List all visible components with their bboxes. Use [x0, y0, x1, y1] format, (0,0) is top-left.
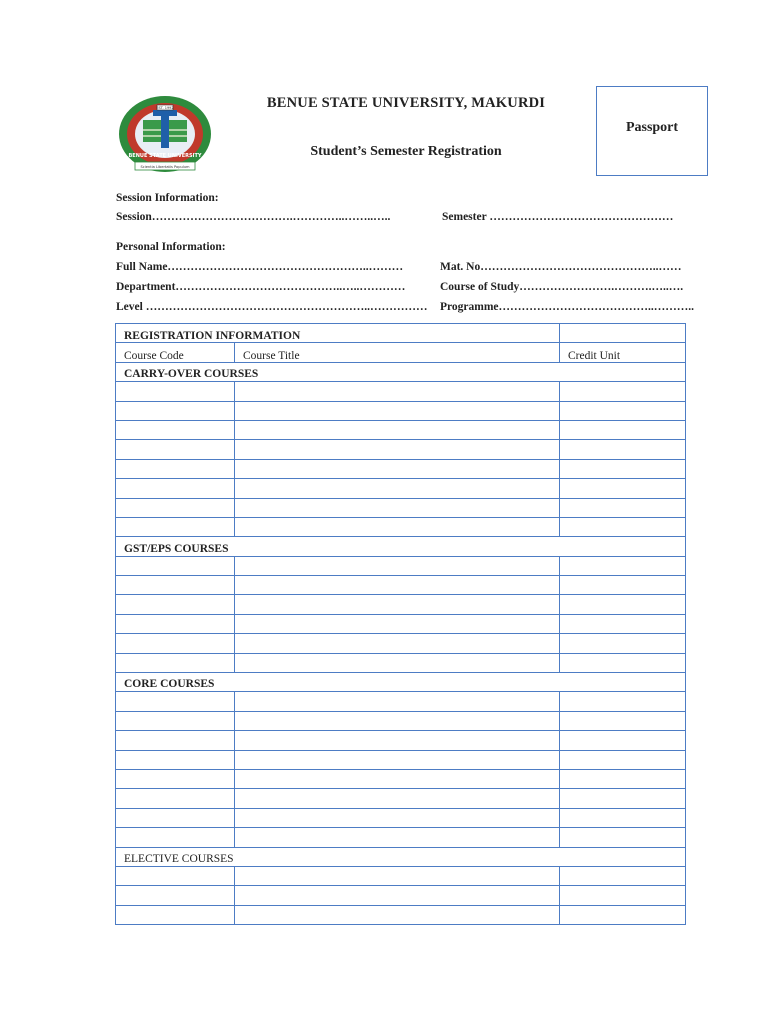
department-field: Department……………………………………..…..………… — [116, 281, 406, 293]
course-title-cell[interactable] — [235, 866, 560, 885]
course-code-cell[interactable] — [116, 866, 235, 885]
passport-box — [596, 86, 708, 176]
course-title-cell[interactable] — [235, 634, 560, 653]
course-code-cell[interactable] — [116, 711, 235, 730]
credit-unit-cell[interactable] — [560, 576, 686, 595]
course-of-study-field: Course of Study…………………….……….…..…. — [440, 281, 684, 293]
column-header-course-title: Course Title — [235, 343, 560, 362]
table-row — [116, 595, 686, 614]
course-title-cell[interactable] — [235, 886, 560, 905]
course-code-cell[interactable] — [116, 420, 235, 439]
course-code-cell[interactable] — [116, 692, 235, 711]
session-field: Session……………………………….…………..……..….. — [116, 211, 391, 223]
section-row — [116, 673, 686, 692]
course-title-cell[interactable] — [235, 905, 560, 924]
table-row — [116, 828, 686, 847]
section-label: CARRY-OVER COURSES — [116, 362, 686, 381]
table-row — [116, 634, 686, 653]
credit-unit-cell[interactable] — [560, 498, 686, 517]
table-header-row — [116, 343, 686, 362]
credit-unit-cell[interactable] — [560, 420, 686, 439]
course-title-cell[interactable] — [235, 576, 560, 595]
table-row — [116, 498, 686, 517]
logo-year: EST. 1992 — [156, 106, 174, 110]
university-logo — [117, 94, 213, 174]
course-code-cell[interactable] — [116, 653, 235, 672]
table-row — [116, 789, 686, 808]
credit-unit-cell[interactable] — [560, 692, 686, 711]
section-row — [116, 362, 686, 381]
course-code-cell[interactable] — [116, 731, 235, 750]
course-code-cell[interactable] — [116, 576, 235, 595]
table-row — [116, 614, 686, 633]
credit-unit-cell[interactable] — [560, 789, 686, 808]
credit-unit-cell[interactable] — [560, 517, 686, 536]
semester-field: Semester ………………………………………… — [442, 211, 674, 223]
course-title-cell[interactable] — [235, 731, 560, 750]
table-row — [116, 420, 686, 439]
table-row — [116, 750, 686, 769]
session-info-heading: Session Information: — [116, 192, 219, 204]
course-code-cell[interactable] — [116, 886, 235, 905]
table-row — [116, 382, 686, 401]
course-title-cell[interactable] — [235, 750, 560, 769]
credit-unit-cell[interactable] — [560, 459, 686, 478]
section-label: GST/EPS COURSES — [116, 537, 686, 556]
section-label: CORE COURSES — [116, 673, 686, 692]
credit-unit-cell[interactable] — [560, 866, 686, 885]
course-code-cell[interactable] — [116, 750, 235, 769]
credit-unit-cell[interactable] — [560, 595, 686, 614]
section-row — [116, 847, 686, 866]
mat-no-field: Mat. No………………………………………..…… — [440, 261, 682, 273]
course-code-cell[interactable] — [116, 905, 235, 924]
credit-unit-cell[interactable] — [560, 382, 686, 401]
course-code-cell[interactable] — [116, 556, 235, 575]
table-row — [116, 866, 686, 885]
course-title-cell[interactable] — [235, 479, 560, 498]
course-title-cell[interactable] — [235, 595, 560, 614]
table-row — [116, 731, 686, 750]
table-row — [116, 401, 686, 420]
level-field: Level …………………………………………………..…………… — [116, 301, 428, 313]
credit-unit-cell[interactable] — [560, 634, 686, 653]
credit-unit-cell[interactable] — [560, 711, 686, 730]
empty-cell — [560, 324, 686, 343]
credit-unit-cell[interactable] — [560, 808, 686, 827]
column-header-course-code: Course Code — [116, 343, 235, 362]
course-title-cell[interactable] — [235, 517, 560, 536]
section-row — [116, 537, 686, 556]
course-code-cell[interactable] — [116, 808, 235, 827]
course-code-cell[interactable] — [116, 479, 235, 498]
course-code-cell[interactable] — [116, 382, 235, 401]
course-code-cell[interactable] — [116, 634, 235, 653]
course-title-cell[interactable] — [235, 808, 560, 827]
section-label: ELECTIVE COURSES — [116, 847, 686, 866]
full-name-field: Full Name……………………………………………..……… — [116, 261, 404, 273]
table-row — [116, 692, 686, 711]
course-title-cell[interactable] — [235, 614, 560, 633]
course-title-cell[interactable] — [235, 440, 560, 459]
credit-unit-cell[interactable] — [560, 769, 686, 788]
table-row — [116, 769, 686, 788]
credit-unit-cell[interactable] — [560, 886, 686, 905]
course-title-cell[interactable] — [235, 498, 560, 517]
course-code-cell[interactable] — [116, 614, 235, 633]
form-title: Student’s Semester Registration — [310, 144, 502, 159]
course-code-cell[interactable] — [116, 459, 235, 478]
table-row — [116, 711, 686, 730]
credit-unit-cell[interactable] — [560, 828, 686, 847]
credit-unit-cell[interactable] — [560, 750, 686, 769]
course-title-cell[interactable] — [235, 401, 560, 420]
course-code-cell[interactable] — [116, 517, 235, 536]
table-title-row — [116, 324, 686, 343]
credit-unit-cell[interactable] — [560, 653, 686, 672]
personal-info-heading: Personal Information: — [116, 241, 226, 253]
course-code-cell[interactable] — [116, 440, 235, 459]
table-row — [116, 905, 686, 924]
registration-table — [115, 323, 686, 925]
course-title-cell[interactable] — [235, 828, 560, 847]
university-title: BENUE STATE UNIVERSITY, MAKURDI — [266, 95, 546, 111]
table-row — [116, 808, 686, 827]
column-header-credit-unit: Credit Unit — [560, 343, 686, 362]
course-code-cell[interactable] — [116, 498, 235, 517]
table-row — [116, 886, 686, 905]
credit-unit-cell[interactable] — [560, 614, 686, 633]
credit-unit-cell[interactable] — [560, 440, 686, 459]
credit-unit-cell[interactable] — [560, 479, 686, 498]
course-title-cell[interactable] — [235, 459, 560, 478]
course-title-cell[interactable] — [235, 420, 560, 439]
course-title-cell[interactable] — [235, 653, 560, 672]
credit-unit-cell[interactable] — [560, 731, 686, 750]
course-title-cell[interactable] — [235, 711, 560, 730]
table-row — [116, 517, 686, 536]
table-row — [116, 440, 686, 459]
course-code-cell[interactable] — [116, 595, 235, 614]
course-title-cell[interactable] — [235, 692, 560, 711]
course-code-cell[interactable] — [116, 828, 235, 847]
credit-unit-cell[interactable] — [560, 401, 686, 420]
table-row — [116, 479, 686, 498]
logo-motto: Scientia Libertatis Populum — [140, 165, 190, 169]
course-title-cell[interactable] — [235, 382, 560, 401]
passport-label: Passport — [625, 120, 679, 135]
credit-unit-cell[interactable] — [560, 905, 686, 924]
course-code-cell[interactable] — [116, 769, 235, 788]
course-title-cell[interactable] — [235, 769, 560, 788]
course-code-cell[interactable] — [116, 401, 235, 420]
registration-info-title: REGISTRATION INFORMATION — [116, 324, 560, 343]
logo-name: BENUE STATE UNIVERSITY — [128, 153, 202, 159]
credit-unit-cell[interactable] — [560, 556, 686, 575]
course-code-cell[interactable] — [116, 789, 235, 808]
course-title-cell[interactable] — [235, 789, 560, 808]
table-row — [116, 576, 686, 595]
table-row — [116, 459, 686, 478]
table-row — [116, 653, 686, 672]
table-row — [116, 556, 686, 575]
course-title-cell[interactable] — [235, 556, 560, 575]
programme-field: Programme…………………………………..……….. — [440, 301, 695, 313]
